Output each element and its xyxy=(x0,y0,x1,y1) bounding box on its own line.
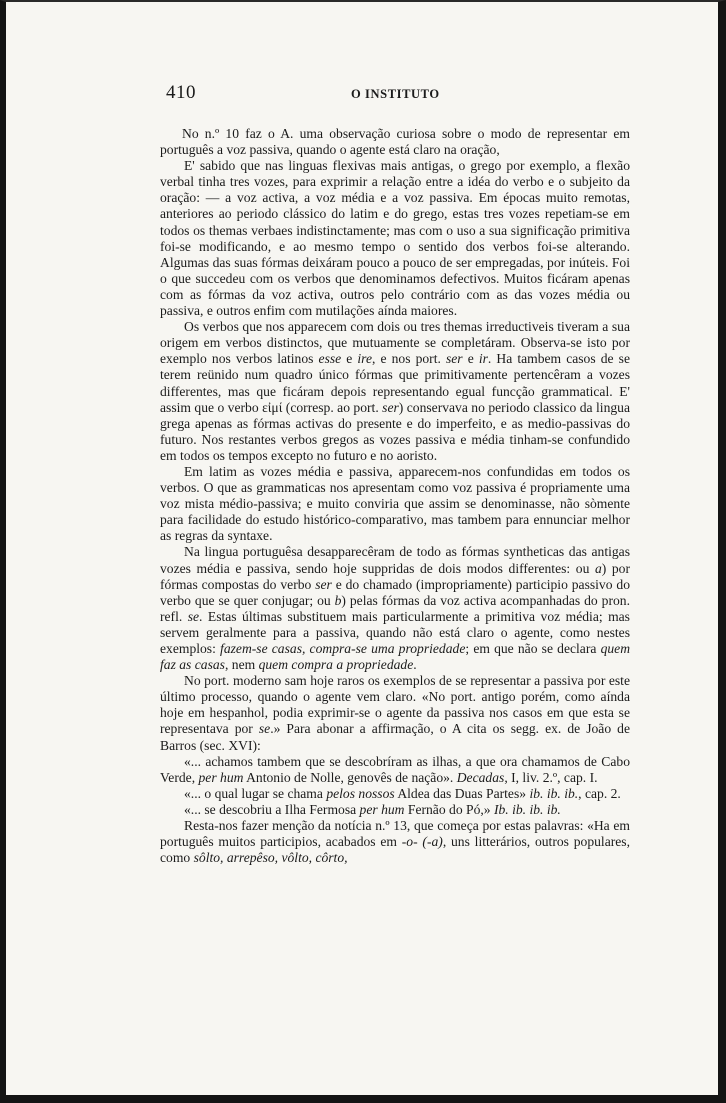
text-run: Na lingua portuguêsa desapparecêram de todo as fórmas syntheticas das antigas vozes média e passiva, sendo hoje suppridas de dois modos differentes: ou xyxy=(160,544,630,576)
paragraph xyxy=(160,158,630,319)
italic-run: pelos nossos xyxy=(326,785,395,801)
text-run: , e nos port. xyxy=(372,351,446,367)
text-run: e xyxy=(341,351,358,367)
italic-run: ir xyxy=(478,351,488,367)
article-body xyxy=(160,126,630,866)
italic-run: Decadas xyxy=(456,769,505,785)
text-run: , uns litterários, outros populares, como xyxy=(160,834,630,866)
paragraph xyxy=(160,126,630,158)
italic-run: ser xyxy=(315,576,332,592)
italic-run: quem compra a propriedade xyxy=(258,657,414,673)
text-run: ) por fórmas compostas do verbo xyxy=(160,560,631,592)
quotation xyxy=(160,786,630,802)
text-run: ; em que não se declara xyxy=(465,641,601,656)
paragraph xyxy=(160,544,630,673)
italic-run: quem faz as casas xyxy=(160,641,631,673)
text-run: . Estas últimas substituem mais particularmente a primitiva voz média; mas servem geralmente para a passiva, quando não está claro o agente, como nestes exemplos: xyxy=(160,608,630,656)
quotation xyxy=(160,802,630,818)
text-run: ) conservava no periodo classico da lingua grega apenas as fórmas activas do presente e do imperfeito, e as medio-passivas do futuro. Nos restantes verbos gregos as vozes passiva e média tinham-se confundido em todos os tempos excepto no futuro e no aoristo. xyxy=(160,399,630,463)
italic-run: ib. ib. ib. xyxy=(529,785,579,801)
text-run: e do chamado (impropriamente) participio passivo do verbo que se quer conjugar; ou xyxy=(160,576,631,608)
text-run: Os verbos que nos apparecem com dois ou tres themas irreductiveis tiveram a sua origem em verbos distinctos, que mutuamente se completáram. Observa-se isto por exemplo nos verbos latinos xyxy=(160,319,630,367)
italic-run: b xyxy=(334,592,342,608)
text-run: Aldea das Duas Partes» xyxy=(394,785,530,801)
italic-run: per hum xyxy=(198,769,244,785)
text-run: «... o qual lugar se chama xyxy=(184,785,327,801)
paragraph xyxy=(160,464,630,544)
text-run: «... achamos tambem que se descobríram as ilhas, a que ora chamamos de Cabo Verde, xyxy=(160,753,630,785)
text-run: .» Para abonar a affirmação, o A cita os segg. ex. de João de Barros (sec. XVI): xyxy=(160,721,630,753)
text-run: ) pelas fórmas da voz activa acompanhadas do pron. refl. xyxy=(160,592,630,624)
paragraph xyxy=(160,319,630,464)
italic-run: -o- (-a) xyxy=(401,834,443,850)
text-run: . xyxy=(413,657,417,673)
page-number: 410 xyxy=(166,82,196,103)
quotation xyxy=(160,754,630,786)
text-run: Resta-nos fazer menção da notícia n.º 13, que começa por estas palavras: «Ha em português muitos participios, acabados em xyxy=(160,818,630,850)
italic-run: esse xyxy=(318,351,342,367)
italic-run: ire xyxy=(357,351,373,367)
journal-title: O INSTITUTO xyxy=(351,87,440,101)
text-run: , nem xyxy=(224,657,259,673)
paragraph xyxy=(160,818,630,866)
text-run: E' sabido que nas linguas flexivas mais antigas, o grego por exemplo, a flexão verbal tinha tres vozes, para exprimir a relação entre a idéa do verbo e o subjeito da oração: — a voz activa, a voz média e a voz passiva. Em épocas muito remotas, anteriores ao periodo clássico do latim e do grego, estas tres vozes repetiam-se em todos os themas verbaes indistinctamente; mas com o uso a sua significação primitiva foi-se modificando, e ao mesmo tempo o sentido dos verbos foi-se alterando. Algumas das suas fórmas deixáram pouco a pouco de ser empregadas, por inúteis. Foi o que succedeu com os verbos que denominamos defectivos. Muitos ficáram apenas com as fórmas da voz activa, outros pelo contrário com as das vozes média ou passiva, e outros enfim com mutilações aínda maiores. xyxy=(160,158,630,319)
italic-run: per hum xyxy=(359,801,405,817)
italic-run: Ib. ib. ib. ib. xyxy=(493,801,561,817)
text-run: Em latim as vozes média e passiva, apparecem-nos confundidas em todos os verbos. O que as grammaticas nos apresentam como voz passiva é propriamente uma voz mista médio-passiva; e muito conviria que assim se denominasse, não sòmente para facilidade do estudo histórico-comparativo, mas tambem para ennunciar melhor as regras da syntaxe. xyxy=(160,463,630,544)
italic-run: fazem-se casas, compra-se uma propriedade xyxy=(220,641,466,656)
text-run: , I, liv. 2.º, cap. I. xyxy=(504,769,598,785)
italic-run: a xyxy=(594,560,602,576)
italic-run: se xyxy=(187,608,200,624)
paragraph xyxy=(160,673,630,753)
text-run: , cap. 2. xyxy=(578,785,621,801)
text-run: Fernão do Pó,» xyxy=(404,801,494,817)
text-run: No port. moderno sam hoje raros os exemplos de se representar a passiva por este último processo, quando o agente vem claro. «No port. antigo porém, como aínda hoje em hespanhol, podia exprimir-se o agente da passiva nos casos em que esta se representava por xyxy=(160,673,630,737)
italic-run: ser xyxy=(382,399,399,415)
italic-run: ser xyxy=(445,351,463,367)
text-run: No n.º 10 faz o A. uma observação curiosa sobre o modo de representar em português a voz passiva, quando o agente está claro na oração, xyxy=(160,126,630,158)
running-head xyxy=(166,82,636,106)
text-run: Antonio de Nolle, genovês de nação». xyxy=(243,769,457,785)
text-run: e xyxy=(462,351,479,367)
text-run: . Ha tambem casos de se terem reünido num quadro único fórmas que primitivamente pertencêram a vozes differentes, mas que ficáram depois representando egual funcção grammatical. E' assim que o verbo εἰμί (corresp. ao port. xyxy=(160,351,630,415)
text-run: «... se descobriu a Ilha Fermosa xyxy=(184,801,360,817)
italic-run: se xyxy=(258,721,271,737)
italic-run: sôlto, arrepêso, vôlto, côrto, xyxy=(193,850,348,866)
